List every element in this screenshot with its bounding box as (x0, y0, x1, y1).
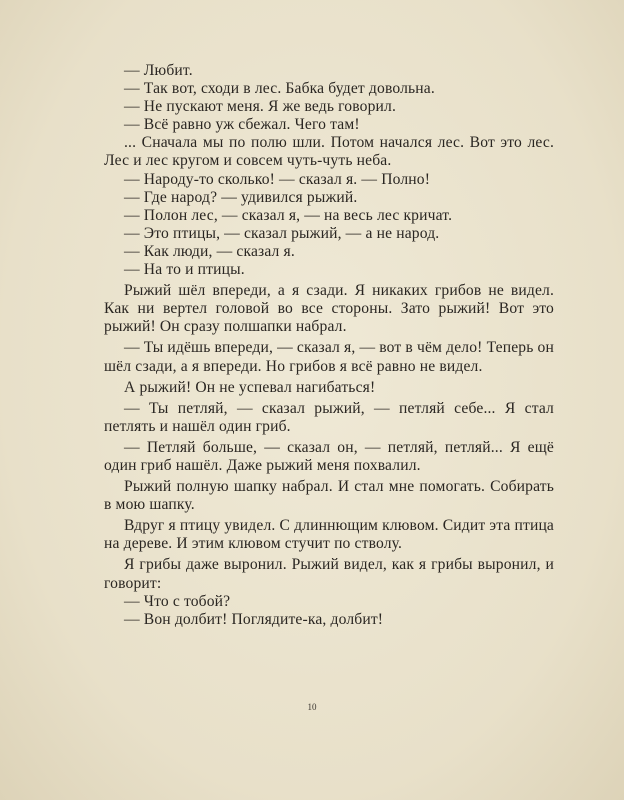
paragraph: — Ты петляй, — сказал рыжий, — петляй себе... Я стал петлять и нашёл один гриб. (104, 399, 554, 435)
paragraph: — Народу-то сколько! — сказал я. — Полно! (124, 170, 431, 188)
paragraph: Вдруг я птицу увидел. С длиннющим клювом. Сидит эта птица на дереве. И этим клювом стучит по стволу. (104, 517, 555, 553)
page-number: 10 (307, 702, 317, 712)
paragraph: Рыжий шёл впереди, а я сзади. Я никаких грибов не видел. Как ни вертел головой во все стороны. Зато рыжий! Вот это рыжий! Он сразу полшапки набрал. (104, 282, 554, 336)
paragraph: А рыжий! Он не успевал нагибаться! (124, 378, 376, 396)
paragraph: — Любит. (124, 62, 193, 79)
page-text (104, 62, 554, 629)
paragraph: — Всё равно уж сбежал. Чего там! (124, 116, 360, 134)
paragraph: — Как люди, — сказал я. (124, 242, 295, 260)
paragraph: — На то и птицы. (124, 261, 245, 279)
paragraph: — Вон долбит! Поглядите-ка, долбит! (124, 610, 384, 628)
paragraph: Я грибы даже выронил. Рыжий видел, как я грибы выронил, и говорит: (104, 556, 554, 592)
paragraph: — Не пускают меня. Я же ведь говорил. (124, 98, 397, 116)
paragraph: — Ты идёшь впереди, — сказал я, — вот в чём дело! Теперь он шёл сзади, а я впереди. Но грибов я всё равно не видел. (104, 339, 554, 375)
paragraph: — Полон лес, — сказал я, — на весь лес кричат. (124, 206, 453, 224)
paragraph: — Петляй больше, — сказал он, — петляй, петляй... Я ещё один гриб нашёл. Даже рыжий меня похвалил. (104, 438, 554, 474)
paragraph: — Что с тобой? (124, 592, 231, 610)
paragraph: — Так вот, сходи в лес. Бабка будет довольна. (124, 80, 435, 98)
paragraph: — Где народ? — удивился рыжий. (124, 188, 358, 206)
paragraph: Рыжий полную шапку набрал. И стал мне помогать. Собирать в мою шапку. (104, 478, 554, 514)
paragraph: — Это птицы, — сказал рыжий, — а не народ. (124, 224, 440, 242)
paragraph: ... Сначала мы по полю шли. Потом начался лес. Вот это лес. Лес и лес кругом и совсем чуть-чуть неба. (104, 134, 554, 170)
